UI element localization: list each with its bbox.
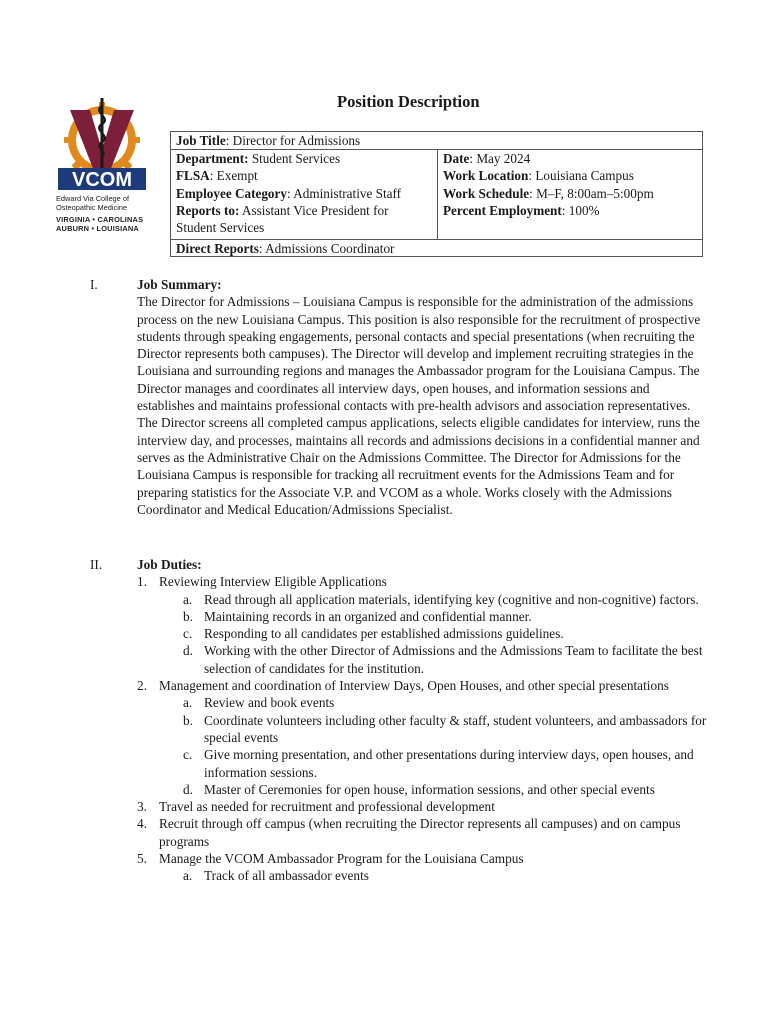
direct-reports-label: Direct Reports	[176, 241, 259, 256]
percent-employment-label: Percent Employment	[443, 202, 562, 218]
duty-sub-number: b.	[183, 712, 193, 728]
duty-sub-text: Responding to all candidates per established admissions guidelines.	[204, 626, 564, 642]
duty-sub-number: a.	[183, 695, 193, 711]
duty-sub-text: Master of Ceremonies for open house, information sessions, and other special events	[204, 781, 655, 797]
position-info-table	[170, 131, 703, 257]
duty-sub-number: b.	[183, 608, 193, 624]
duty-sub-number: a.	[183, 868, 193, 884]
work-location-value: : Louisiana Campus	[528, 168, 634, 184]
date-value: : May 2024	[469, 151, 531, 166]
duty-text: Recruit through off campus (when recruiting the Director represents all campuses) and on campus programs	[159, 816, 681, 849]
duty-sub-number: c.	[183, 626, 193, 642]
duty-item	[137, 798, 710, 815]
reports-to-value-line2: Student Services	[176, 220, 265, 236]
reports-to-value: Assistant Vice President for	[239, 202, 389, 218]
flsa-label: FLSA	[176, 168, 210, 184]
duty-sub-item	[159, 625, 710, 642]
duty-sub-item	[159, 746, 710, 781]
duty-number: 5.	[137, 851, 147, 867]
duty-sub-text: Coordinate volunteers including other faculty & staff, student volunteers, and ambassadors for special events	[204, 712, 707, 745]
duty-sub-text: Working with the other Director of Admissions and the Admissions Team to facilitate the best selection of candidates for the institution.	[204, 643, 703, 676]
work-schedule-value: : M–F, 8:00am–5:00pm	[529, 185, 654, 201]
duty-number: 2.	[137, 678, 147, 694]
logo-locations-line2: AUBURN • LOUISIANA	[56, 224, 139, 233]
job-title-value: : Director for Admissions	[225, 133, 361, 148]
duty-sub-number: d.	[183, 781, 193, 797]
duty-text: Manage the VCOM Ambassador Program for the Louisiana Campus	[159, 851, 524, 867]
duty-sub-list	[159, 591, 710, 677]
section-heading: Job Duties:	[137, 557, 202, 572]
duty-sub-item	[159, 867, 710, 884]
duty-sub-number: a.	[183, 591, 193, 607]
duty-text: Management and coordination of Interview Days, Open Houses, and other special presentations	[159, 678, 669, 694]
duty-number: 4.	[137, 816, 147, 832]
section-number: II.	[90, 557, 103, 572]
duty-sub-number: c.	[183, 747, 193, 763]
reports-to-label: Reports to:	[176, 202, 240, 218]
category-value: : Administrative Staff	[286, 185, 402, 201]
duty-number: 3.	[137, 799, 147, 815]
duty-item	[137, 815, 710, 850]
duty-sub-item	[159, 694, 710, 711]
section-number: I.	[90, 277, 98, 292]
job-title-label: Job Title	[176, 133, 226, 148]
duty-sub-text: Read through all application materials, identifying key (cognitive and non-cognitive) factors.	[204, 591, 699, 607]
flsa-value: : Exempt	[209, 168, 258, 184]
duty-number: 1.	[137, 574, 147, 590]
duty-sub-text: Track of all ambassador events	[204, 868, 369, 884]
section-heading: Job Summary:	[137, 277, 222, 292]
info-right-column	[443, 150, 654, 219]
duty-item	[137, 677, 710, 798]
duty-sub-item	[159, 781, 710, 798]
duty-text: Travel as needed for recruitment and professional development	[159, 799, 495, 815]
date-label: Date	[443, 151, 470, 166]
logo-locations-line1: VIRGINIA • CAROLINAS	[56, 215, 144, 224]
duty-item	[137, 573, 710, 677]
work-location-label: Work Location	[443, 168, 529, 184]
duty-sub-item	[159, 591, 710, 608]
direct-reports-value: : Admissions Coordinator	[258, 241, 395, 256]
logo-college-line2: Osteopathic Medicine	[56, 203, 128, 212]
direct-reports-cell	[176, 240, 394, 257]
duty-sub-number: d.	[183, 643, 193, 659]
job-title-cell	[176, 132, 360, 149]
duty-text: Reviewing Interview Eligible Applications	[159, 574, 387, 590]
department-value: Student Services	[248, 151, 341, 166]
logo-brand-text: VCOM	[72, 169, 132, 191]
duty-sub-item	[159, 608, 710, 625]
job-summary-section	[90, 276, 710, 518]
logo-college-line1: Edward Via College of	[56, 194, 129, 203]
duty-sub-list	[159, 694, 710, 798]
duty-sub-text: Review and book events	[204, 695, 335, 711]
duty-sub-text: Give morning presentation, and other presentations during interview days, open houses, and information sessions.	[204, 747, 694, 780]
vcom-emblem-icon	[56, 96, 148, 192]
page-title: Position Description	[337, 92, 480, 111]
duty-sub-item	[159, 712, 710, 747]
work-schedule-label: Work Schedule	[443, 185, 530, 201]
duties-list	[137, 573, 710, 884]
percent-employment-value: : 100%	[561, 202, 600, 218]
duty-sub-list	[159, 867, 710, 884]
info-left-column	[176, 150, 438, 236]
category-label: Employee Category	[176, 185, 287, 201]
department-label: Department:	[176, 151, 249, 166]
job-duties-section	[90, 556, 710, 885]
duty-item	[137, 850, 710, 885]
vcom-logo	[56, 96, 148, 233]
duty-sub-item	[159, 642, 710, 677]
duty-sub-text: Maintaining records in an organized and confidential manner.	[204, 608, 532, 624]
job-summary-text: The Director for Admissions – Louisiana Campus is responsible for the administration of the admissions process on the new Louisiana Campus. This position is also responsible for the recruitment of prospective students through speaking engagements, personal contacts and special presentations (when recruiting the Director represents both campuses). The Director will develop and implement recruiting strategies in the Louisiana and surrounding regions and manages the Ambassador program for the Louisiana Campus. The Director manages and coordinates all interview days, open houses, and information sessions and establishes and maintains professional contacts with pre-health advisors and association representatives. The Director screens all completed campus applications, selects eligible candidates for interview, runs the interview day, and processes, maintains all records and admissions decisions in a confidential manner and serves as the Administrative Chair on the Admissions Committee. The Director for Admissions for the Louisiana Campus is responsible for tracking all recruitment events for the Admissions Team and for preparing statistics for the Associate V.P. and VCOM as a whole. Works closely with the Admissions Coordinator and Medical Education/Admissions Specialist.	[137, 294, 701, 517]
